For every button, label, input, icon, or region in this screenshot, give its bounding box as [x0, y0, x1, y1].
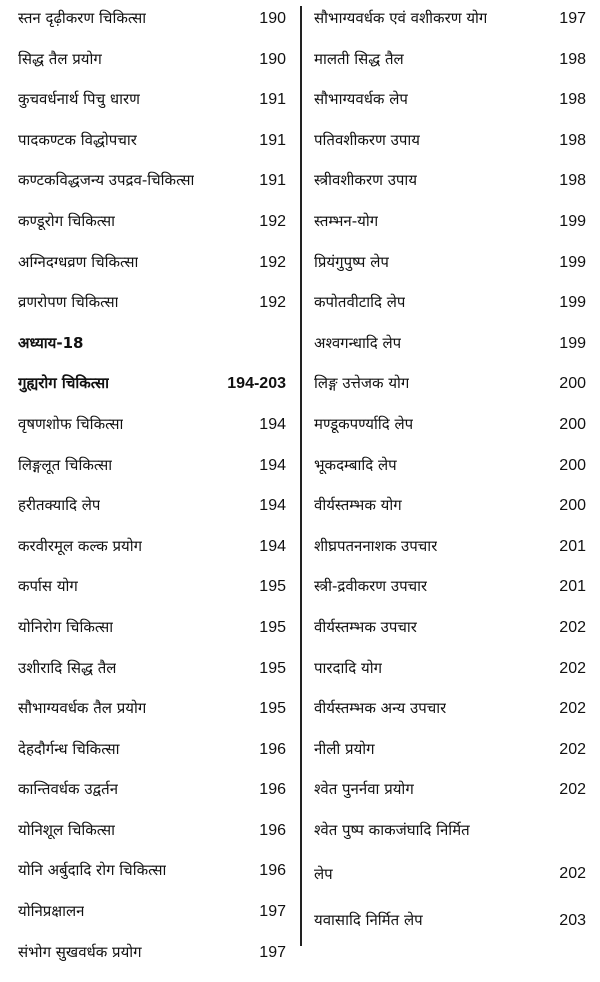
toc-entry [314, 495, 586, 536]
toc-entry-title: सिद्ध तैल प्रयोग [18, 49, 102, 68]
toc-entry-page: 202 [559, 781, 586, 799]
toc-entry-continuation [314, 864, 586, 884]
toc-entry-title: सौभाग्यवर्धक एवं वशीकरण योग [314, 9, 488, 27]
toc-entry [18, 170, 286, 211]
toc-entry [18, 698, 286, 739]
toc-entry-page: 191 [259, 91, 286, 109]
toc-entry-page: 194 [259, 497, 286, 515]
toc-entry-title: अग्निदग्धव्रण चिकित्सा [18, 252, 139, 271]
toc-entry-title: व्रणरोपण चिकित्सा [18, 293, 119, 312]
toc-entry-page: 202 [559, 618, 586, 636]
toc-entry-page: 203 [559, 911, 586, 929]
toc-entry [314, 333, 586, 374]
toc-entry [18, 739, 286, 780]
toc-entry [314, 658, 586, 699]
toc-entry [314, 292, 586, 333]
contents-left-column [18, 8, 286, 982]
toc-entry [18, 49, 286, 90]
toc-entry-page: 202 [559, 659, 586, 677]
chapter-heading [18, 333, 286, 374]
toc-entry [18, 617, 286, 658]
toc-entry-page: 197 [559, 10, 586, 27]
toc-entry [18, 536, 286, 577]
toc-entry-title: लिङ्ग उत्तेजक योग [314, 374, 410, 393]
toc-entry [314, 89, 586, 130]
toc-entry [314, 414, 586, 455]
toc-entry-page: 195 [259, 618, 286, 636]
toc-entry [314, 698, 586, 739]
toc-entry [314, 252, 586, 293]
toc-entry-page: 196 [259, 821, 286, 839]
toc-entry-page: 194 [259, 537, 286, 555]
toc-entry-title: कण्टकविद्धजन्य उपद्रव-चिकित्सा [18, 171, 195, 190]
toc-entry [18, 658, 286, 699]
toc-entry-page: 194 [259, 415, 286, 433]
toc-entry-page: 192 [259, 253, 286, 271]
toc-entry-page: 202 [559, 864, 586, 882]
toc-entry-title: शीघ्रपतननाशक उपचार [314, 536, 438, 555]
toc-entry-page: 190 [259, 10, 286, 27]
toc-entry-title: सौभाग्यवर्धक तैल प्रयोग [18, 699, 147, 718]
toc-entry-title: योनि अर्बुदादि रोग चिकित्सा [18, 861, 167, 880]
toc-entry-title: हरीतक्यादि लेप [18, 496, 101, 515]
toc-entry-page: 202 [559, 700, 586, 718]
toc-entry [18, 779, 286, 820]
chapter-page-range: 194-203 [227, 375, 286, 393]
toc-entry [314, 211, 586, 252]
toc-entry-title: कपोतवीटादि लेप [314, 293, 406, 312]
toc-entry-page: 196 [259, 740, 286, 758]
toc-entry [18, 576, 286, 617]
toc-entry-page: 195 [259, 578, 286, 596]
toc-entry-title: स्त्री-द्रवीकरण उपचार [314, 577, 428, 596]
toc-entry-title: श्वेत पुनर्नवा प्रयोग [314, 780, 414, 799]
toc-entry-title: कुचवर्धनार्थ पिचु धारण [18, 90, 140, 109]
toc-entry-title: पतिवशीकरण उपाय [314, 130, 420, 149]
toc-entry-page: 198 [559, 91, 586, 109]
toc-entry-title: स्त्रीवशीकरण उपाय [314, 171, 418, 190]
contents-right-column [314, 8, 586, 950]
toc-entry-title: योनिप्रक्षालन [18, 902, 85, 921]
toc-entry-title: स्तम्भन-योग [314, 211, 379, 230]
toc-entry-page: 196 [259, 781, 286, 799]
toc-entry [18, 130, 286, 171]
toc-entry-title: नीली प्रयोग [314, 739, 375, 758]
toc-entry-title-line2: लेप [314, 864, 333, 883]
toc-entry-page: 201 [559, 578, 586, 596]
toc-entry-page: 192 [259, 294, 286, 312]
toc-entry-page: 199 [559, 253, 586, 271]
toc-entry-page: 195 [259, 659, 286, 677]
toc-entry [314, 576, 586, 617]
toc-entry-title: योनिरोग चिकित्सा [18, 617, 114, 636]
toc-entry-title: कान्तिवर्धक उद्वर्तन [18, 780, 119, 799]
toc-entry [314, 910, 586, 951]
toc-entry [18, 414, 286, 455]
toc-entry-title: मण्डूकपर्ण्यादि लेप [314, 414, 414, 433]
toc-entry-title: श्वेत पुष्प काकजंघादि निर्मित [314, 820, 470, 839]
toc-entry [18, 495, 286, 536]
toc-entry-title: देहदौर्गन्ध चिकित्सा [18, 739, 120, 758]
toc-entry [314, 49, 586, 90]
toc-entry [18, 252, 286, 293]
toc-entry [18, 942, 286, 982]
toc-entry-title: प्रियंगुपुष्प लेप [314, 252, 389, 271]
toc-entry-title: लिङ्गलूत चिकित्सा [18, 455, 113, 474]
toc-entry-title: वीर्यस्तम्भक योग [314, 496, 402, 515]
toc-entry-title: उशीरादि सिद्ध तैल [18, 658, 117, 677]
toc-entry-page: 199 [559, 294, 586, 312]
toc-entry-page: 197 [259, 903, 286, 921]
chapter-number: अध्याय-18 [18, 333, 84, 352]
toc-entry-page: 200 [559, 497, 586, 515]
toc-entry-title: यवासादि निर्मित लेप [314, 910, 423, 929]
toc-entry [314, 536, 586, 577]
toc-entry-title: वृषणशोफ चिकित्सा [18, 414, 124, 433]
toc-entry-title: वीर्यस्तम्भक उपचार [314, 617, 417, 636]
toc-entry-title: पारदादि योग [314, 658, 383, 677]
toc-entry-page: 194 [259, 456, 286, 474]
toc-entry [18, 211, 286, 252]
toc-entry-title: कण्डूरोग चिकित्सा [18, 211, 116, 230]
toc-entry-page: 199 [559, 334, 586, 352]
toc-entry [18, 901, 286, 942]
toc-entry-title: कर्पास योग [18, 577, 78, 596]
toc-entry [314, 130, 586, 171]
toc-entry-page: 200 [559, 456, 586, 474]
column-divider [300, 6, 302, 946]
toc-entry-multiline [314, 820, 586, 910]
toc-entry [314, 455, 586, 496]
toc-entry [314, 170, 586, 211]
toc-entry-page: 201 [559, 537, 586, 555]
toc-entry [18, 292, 286, 333]
toc-entry [314, 739, 586, 780]
toc-entry [18, 455, 286, 496]
toc-entry-page: 197 [259, 943, 286, 961]
toc-entry-title: मालती सिद्ध तैल [314, 49, 404, 68]
toc-entry-title: स्तन दृढ़ीकरण चिकित्सा [18, 9, 147, 27]
toc-entry-title: सौभाग्यवर्धक लेप [314, 90, 408, 109]
toc-entry-page: 190 [259, 50, 286, 68]
toc-entry-page: 198 [559, 172, 586, 190]
toc-entry [314, 373, 586, 414]
toc-entry-page: 196 [259, 862, 286, 880]
toc-entry [18, 8, 286, 49]
toc-entry [314, 617, 586, 658]
toc-entry-page: 192 [259, 212, 286, 230]
toc-entry-page: 199 [559, 212, 586, 230]
toc-entry [18, 820, 286, 861]
toc-entry-page: 191 [259, 131, 286, 149]
toc-entry-page: 200 [559, 375, 586, 393]
toc-entry-page: 195 [259, 700, 286, 718]
toc-entry [314, 779, 586, 820]
toc-entry-title: योनिशूल चिकित्सा [18, 820, 116, 839]
toc-entry-title: करवीरमूल कल्क प्रयोग [18, 536, 143, 555]
toc-entry [314, 8, 586, 49]
chapter-title: गुह्यरोग चिकित्सा [18, 374, 110, 393]
toc-entry-title: अश्वगन्धादि लेप [314, 333, 402, 352]
toc-entry-title: पादकण्टक विद्धोपचार [18, 130, 137, 149]
toc-entry-title: वीर्यस्तम्भक अन्य उपचार [314, 699, 447, 718]
toc-entry-page: 198 [559, 131, 586, 149]
toc-entry [18, 860, 286, 901]
toc-entry-page: 202 [559, 740, 586, 758]
toc-entry-page: 191 [259, 172, 286, 190]
toc-entry-title: संभोग सुखवर्धक प्रयोग [18, 942, 142, 961]
toc-entry [18, 89, 286, 130]
toc-entry-page: 200 [559, 415, 586, 433]
toc-entry-page: 198 [559, 50, 586, 68]
chapter-title-entry [18, 373, 286, 414]
toc-entry-title: भूकदम्बादि लेप [314, 455, 397, 474]
